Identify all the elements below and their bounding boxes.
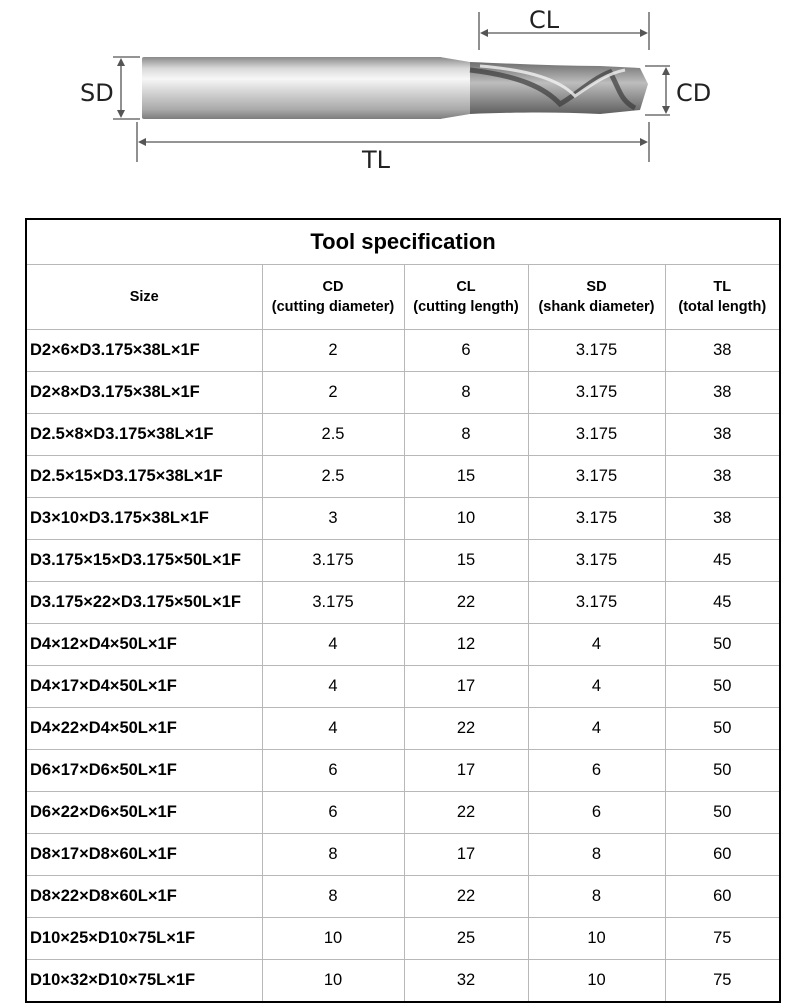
sd-cell: 3.175 — [528, 330, 665, 372]
cd-cell: 8 — [262, 876, 404, 918]
sd-label: SD — [80, 79, 114, 107]
size-cell: D3.175×22×D3.175×50L×1F — [26, 582, 262, 624]
size-cell: D2×8×D3.175×38L×1F — [26, 372, 262, 414]
table-row — [26, 330, 780, 372]
cd-cell: 3.175 — [262, 540, 404, 582]
table-row — [26, 540, 780, 582]
cl-cell: 8 — [404, 372, 528, 414]
tool-neck — [440, 57, 470, 119]
header-sd-sub: (shank diameter) — [538, 299, 655, 315]
sd-cell: 3.175 — [528, 456, 665, 498]
sd-cell: 8 — [528, 876, 665, 918]
cd-cell: 6 — [262, 792, 404, 834]
cd-cell: 3 — [262, 498, 404, 540]
tl-cell: 38 — [665, 498, 780, 540]
table-row — [26, 582, 780, 624]
header-sd — [528, 265, 665, 330]
cd-cell: 4 — [262, 708, 404, 750]
tl-cell: 60 — [665, 876, 780, 918]
tl-cell: 50 — [665, 792, 780, 834]
tl-cell: 60 — [665, 834, 780, 876]
cl-cell: 10 — [404, 498, 528, 540]
size-cell: D2.5×15×D3.175×38L×1F — [26, 456, 262, 498]
size-cell: D10×25×D10×75L×1F — [26, 918, 262, 960]
header-cl — [404, 265, 528, 330]
table-row — [26, 456, 780, 498]
end-mill-tool — [142, 57, 648, 119]
table-row — [26, 750, 780, 792]
sd-cell: 4 — [528, 666, 665, 708]
sd-cell: 6 — [528, 792, 665, 834]
header-cd-label: CD — [322, 279, 344, 295]
tool-shank — [142, 57, 442, 119]
cd-cell: 2 — [262, 330, 404, 372]
cl-cell: 32 — [404, 960, 528, 1003]
table-row — [26, 834, 780, 876]
sd-cell: 6 — [528, 750, 665, 792]
size-cell: D3.175×15×D3.175×50L×1F — [26, 540, 262, 582]
cl-cell: 17 — [404, 834, 528, 876]
sd-cell: 3.175 — [528, 372, 665, 414]
tl-cell: 50 — [665, 750, 780, 792]
size-cell: D4×22×D4×50L×1F — [26, 708, 262, 750]
tl-cell: 45 — [665, 582, 780, 624]
cl-cell: 17 — [404, 750, 528, 792]
sd-cell: 3.175 — [528, 540, 665, 582]
sd-cell: 3.175 — [528, 498, 665, 540]
tl-cell: 38 — [665, 372, 780, 414]
sd-cell: 8 — [528, 834, 665, 876]
cl-cell: 25 — [404, 918, 528, 960]
cl-label: CL — [529, 6, 560, 34]
header-tl — [665, 265, 780, 330]
cl-cell: 15 — [404, 456, 528, 498]
size-cell: D3×10×D3.175×38L×1F — [26, 498, 262, 540]
cl-cell: 17 — [404, 666, 528, 708]
sd-cell: 3.175 — [528, 582, 665, 624]
tl-cell: 75 — [665, 960, 780, 1003]
table-row — [26, 414, 780, 456]
size-cell: D2.5×8×D3.175×38L×1F — [26, 414, 262, 456]
table-row — [26, 372, 780, 414]
header-cl-label: CL — [456, 279, 476, 295]
cl-cell: 12 — [404, 624, 528, 666]
tl-cell: 38 — [665, 456, 780, 498]
table-row — [26, 960, 780, 1003]
table-row — [26, 918, 780, 960]
sd-cell: 3.175 — [528, 414, 665, 456]
size-cell: D10×32×D10×75L×1F — [26, 960, 262, 1003]
table-row — [26, 666, 780, 708]
cd-cell: 10 — [262, 960, 404, 1003]
size-cell: D6×17×D6×50L×1F — [26, 750, 262, 792]
tl-cell: 50 — [665, 624, 780, 666]
cd-cell: 2.5 — [262, 414, 404, 456]
sd-cell: 4 — [528, 624, 665, 666]
cd-cell: 3.175 — [262, 582, 404, 624]
cl-cell: 22 — [404, 708, 528, 750]
cl-cell: 22 — [404, 582, 528, 624]
cl-cell: 22 — [404, 876, 528, 918]
end-mill-diagram — [0, 0, 800, 200]
cl-cell: 6 — [404, 330, 528, 372]
size-cell: D6×22×D6×50L×1F — [26, 792, 262, 834]
cl-cell: 15 — [404, 540, 528, 582]
table-row — [26, 876, 780, 918]
cd-cell: 2.5 — [262, 456, 404, 498]
sd-cell: 10 — [528, 960, 665, 1003]
tl-cell: 75 — [665, 918, 780, 960]
table-row — [26, 624, 780, 666]
size-cell: D4×17×D4×50L×1F — [26, 666, 262, 708]
header-size: Size — [26, 265, 262, 330]
header-tl-label: TL — [713, 279, 732, 295]
table-header-row — [26, 265, 780, 330]
table-row — [26, 498, 780, 540]
tl-cell: 38 — [665, 414, 780, 456]
sd-cell: 10 — [528, 918, 665, 960]
cd-cell: 8 — [262, 834, 404, 876]
table-body — [26, 330, 780, 1003]
header-sd-label: SD — [586, 279, 607, 295]
size-cell: D4×12×D4×50L×1F — [26, 624, 262, 666]
tl-cell: 38 — [665, 330, 780, 372]
cd-cell: 4 — [262, 666, 404, 708]
tl-label: TL — [362, 146, 391, 174]
table-row — [26, 792, 780, 834]
header-cl-sub: (cutting length) — [413, 299, 519, 315]
cd-cell: 10 — [262, 918, 404, 960]
tl-cell: 50 — [665, 708, 780, 750]
header-cd — [262, 265, 404, 330]
sd-cell: 4 — [528, 708, 665, 750]
size-cell: D8×17×D8×60L×1F — [26, 834, 262, 876]
cd-cell: 6 — [262, 750, 404, 792]
cl-cell: 8 — [404, 414, 528, 456]
tool-specification-table — [25, 218, 781, 1003]
size-cell: D2×6×D3.175×38L×1F — [26, 330, 262, 372]
size-cell: D8×22×D8×60L×1F — [26, 876, 262, 918]
cd-cell: 2 — [262, 372, 404, 414]
tl-cell: 50 — [665, 666, 780, 708]
header-cd-sub: (cutting diameter) — [271, 299, 395, 315]
cd-cell: 4 — [262, 624, 404, 666]
tl-cell: 45 — [665, 540, 780, 582]
header-tl-sub: (total length) — [678, 299, 767, 315]
cd-label: CD — [676, 79, 712, 107]
table-title: Tool specification — [26, 219, 780, 265]
table-row — [26, 708, 780, 750]
cl-cell: 22 — [404, 792, 528, 834]
